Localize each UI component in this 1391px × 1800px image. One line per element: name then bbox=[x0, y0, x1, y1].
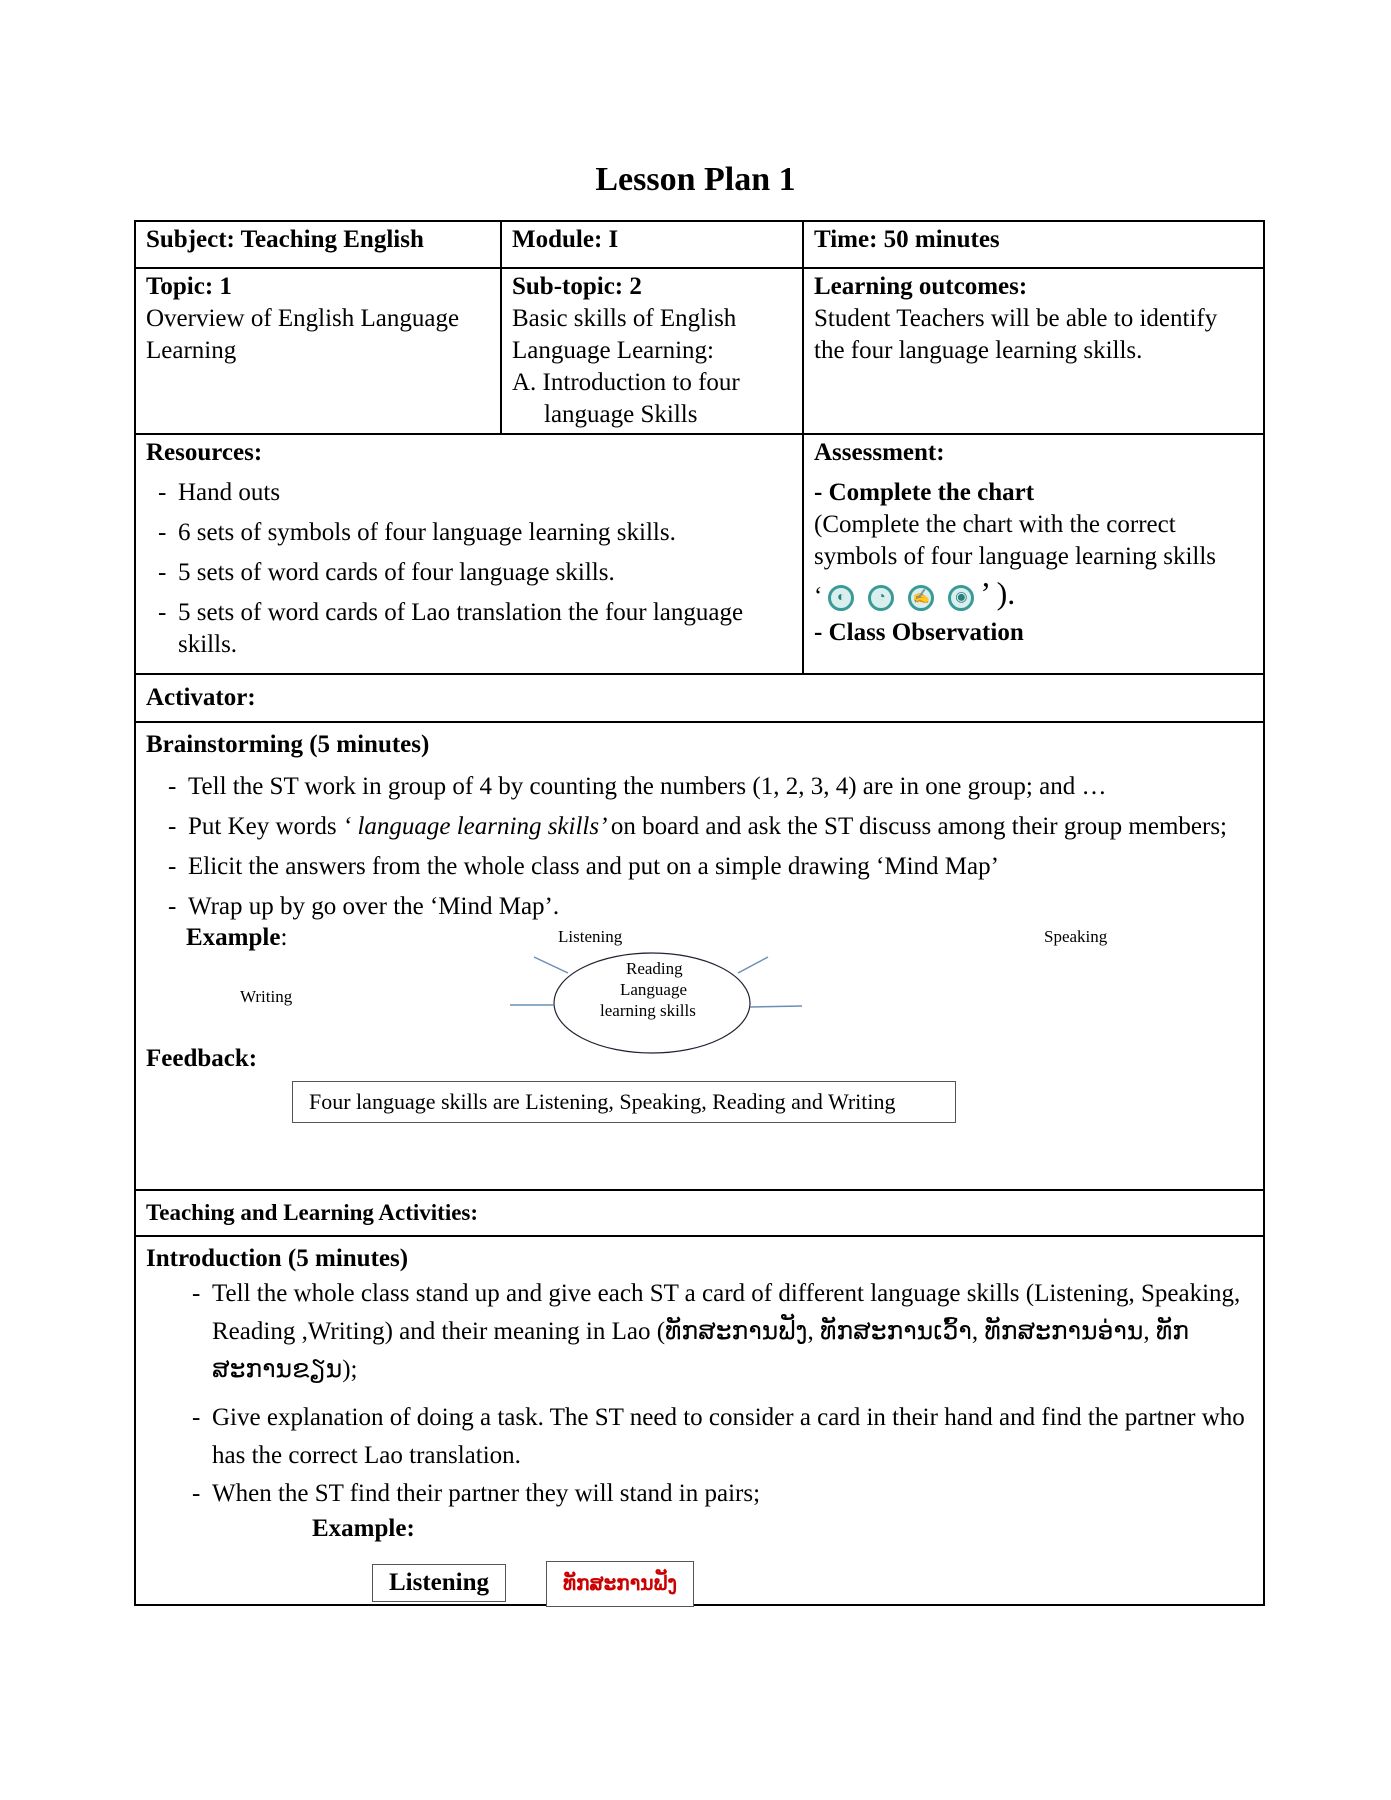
reading-icon: ◉ bbox=[948, 585, 974, 611]
brainstorm-cell bbox=[135, 722, 1264, 1190]
time-cell bbox=[803, 221, 1264, 268]
module: Module: I bbox=[512, 226, 619, 253]
key-words: language learning skills bbox=[357, 813, 600, 840]
introduction-heading: Introduction (5 minutes) bbox=[146, 1245, 409, 1272]
mindmap-center: learning skills bbox=[600, 1001, 696, 1020]
quote: ‘ bbox=[814, 583, 823, 610]
activities-label: Teaching and Learning Activities: bbox=[146, 1200, 479, 1225]
subject: Subject: Teaching English bbox=[146, 226, 424, 253]
topic-text: Overview of English Language Learning bbox=[146, 305, 460, 364]
brainstorm-item: - Tell the ST work in group of 4 by counting the numbers (1, 2, 3, 4) are in one group; and … bbox=[156, 771, 1253, 803]
resource-item: - 5 sets of word cards of four language skills. bbox=[146, 557, 792, 589]
brainstorm-item: - Wrap up by go over the ‘Mind Map’. bbox=[156, 891, 1253, 923]
activator-cell bbox=[135, 674, 1264, 722]
topic-cell bbox=[135, 268, 501, 434]
introduction-cell bbox=[135, 1236, 1264, 1605]
time: Time: 50 minutes bbox=[814, 226, 1000, 253]
mind-map bbox=[146, 923, 1253, 1053]
brainstorm-heading: Brainstorming (5 minutes) bbox=[146, 731, 430, 758]
outcomes-text: Student Teachers will be able to identify the four language learning skills. bbox=[814, 305, 1218, 364]
resources-label: Resources: bbox=[146, 439, 263, 466]
introduction-item: - Tell the whole class stand up and give each ST a card of different language skills (Listening, Speaking, Reading ,Writing) and their meaning in Lao (ທັກສະການຟັງ, ທັກສະການເວົ້າ, ທັກສະການອ່ານ, ທັກສະການຂຽນ); bbox=[180, 1275, 1253, 1389]
word-card-lao: ທັກສະການຟັງ bbox=[546, 1561, 694, 1607]
brainstorm-item: - Put Key words ‘ language learning skills’ on board and ask the ST discuss among their group members; bbox=[156, 811, 1253, 843]
feedback-label: Feedback: bbox=[146, 1045, 258, 1072]
resource-item: - 6 sets of symbols of four language learning skills. bbox=[146, 517, 792, 549]
assessment-item: - Complete the chart bbox=[814, 479, 1035, 506]
text: Put Key words bbox=[188, 813, 343, 840]
writing-icon: ✍ bbox=[908, 585, 934, 611]
quote: ’ ). bbox=[980, 575, 1016, 611]
subtopic-text: Basic skills of English Language Learning: bbox=[512, 305, 737, 364]
mindmap-speaking: Speaking bbox=[1044, 927, 1108, 946]
lesson-plan-table bbox=[134, 220, 1265, 1606]
module-cell bbox=[501, 221, 803, 268]
text: on board and ask the ST discuss among their group members; bbox=[610, 813, 1228, 840]
assessment-desc: (Complete the chart with the correct symbols of four language learning skills bbox=[814, 511, 1217, 570]
assessment-cell bbox=[803, 434, 1264, 674]
subtopic-cell bbox=[501, 268, 803, 434]
resource-item: - 5 sets of word cards of Lao translation the four language skills. bbox=[146, 597, 792, 661]
resource-item: - Hand outs bbox=[146, 477, 792, 509]
brainstorm-item: - Elicit the answers from the whole class and put on a simple drawing ‘Mind Map’ bbox=[156, 851, 1253, 883]
subject-cell bbox=[135, 221, 501, 268]
example-label: Example: bbox=[312, 1515, 415, 1542]
listening-icon: ◔ bbox=[868, 585, 894, 611]
subtopic-label: Sub-topic: 2 bbox=[512, 273, 642, 300]
mindmap-reading: Reading bbox=[626, 959, 683, 978]
activities-cell bbox=[135, 1190, 1264, 1236]
outcomes-label: Learning outcomes: bbox=[814, 273, 1028, 300]
outcomes-cell bbox=[803, 268, 1264, 434]
feedback-box: Four language skills are Listening, Speaking, Reading and Writing bbox=[292, 1081, 956, 1123]
example-heading: Example: bbox=[186, 924, 288, 951]
introduction-item: - When the ST find their partner they will stand in pairs; bbox=[180, 1475, 1253, 1513]
page-title: Lesson Plan 1 bbox=[595, 161, 796, 198]
assessment-item: - Class Observation bbox=[814, 619, 1024, 646]
topic-label: Topic: 1 bbox=[146, 273, 232, 300]
introduction-item: - Give explanation of doing a task. The ST need to consider a card in their hand and find the partner who has the correct Lao translation. bbox=[180, 1399, 1253, 1475]
mindmap-center: Language bbox=[620, 980, 688, 999]
assessment-label: Assessment: bbox=[814, 439, 945, 466]
subtopic-item: A. Introduction to four language Skills bbox=[512, 369, 740, 428]
resources-cell bbox=[135, 434, 803, 674]
mindmap-listening: Listening bbox=[558, 927, 623, 946]
speaking-icon: ◐ bbox=[828, 585, 854, 611]
mindmap-writing: Writing bbox=[240, 987, 293, 1006]
example-label: Example bbox=[186, 924, 281, 951]
word-card-english: Listening bbox=[372, 1564, 506, 1602]
activator-label: Activator: bbox=[146, 684, 256, 711]
